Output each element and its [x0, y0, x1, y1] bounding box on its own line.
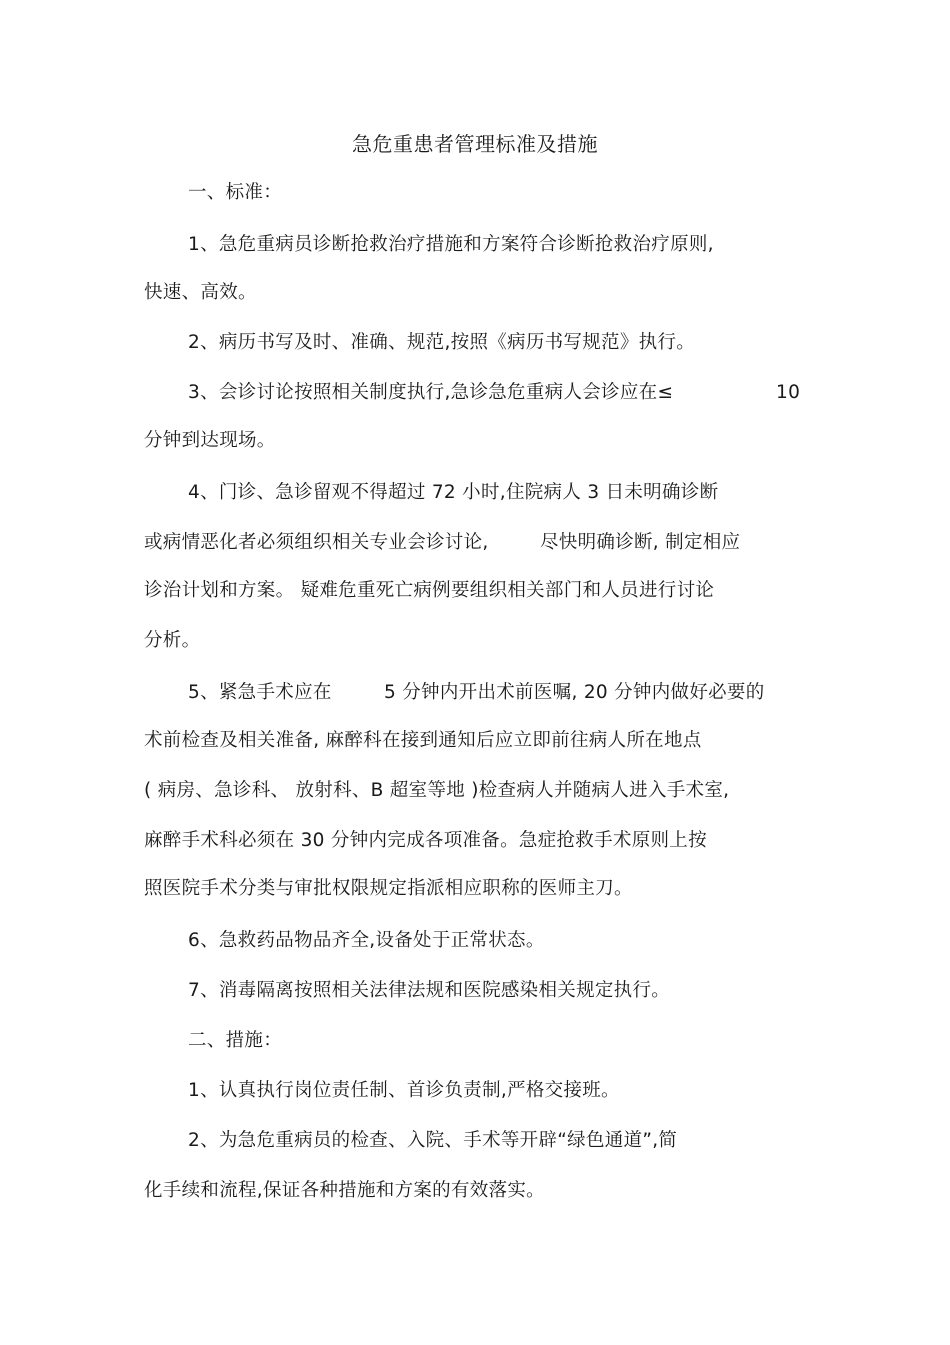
section-heading-standards: 一、标准：	[188, 182, 283, 203]
standard-1-line-1: 1、急危重病员诊断抢救治疗措施和方案符合诊断抢救治疗原则,	[188, 234, 714, 255]
standard-5-line-1: 5、紧急手术应在	[188, 682, 332, 703]
standard-6-line-1: 6、急救药品物品齐全,设备处于正常状态。	[188, 930, 545, 951]
standard-4-line-2-continued: 尽快明确诊断, 制定相应	[540, 532, 741, 553]
standard-2-line-1: 2、病历书写及时、准确、规范,按照《病历书写规范》执行。	[188, 332, 696, 353]
standard-4-line-2: 或病情恶化者必须组织相关专业会诊讨论,	[144, 532, 489, 553]
standard-4-line-3: 诊治计划和方案。 疑难危重死亡病例要组织相关部门和人员进行讨论	[144, 580, 715, 601]
document-title: 急危重患者管理标准及措施	[352, 132, 598, 156]
standard-4-line-4: 分析。	[144, 630, 201, 651]
standard-3-line-2: 分钟到达现场。	[144, 430, 276, 451]
standard-5-line-5: 照医院手术分类与审批权限规定指派相应职称的医师主刀。	[144, 878, 633, 899]
standard-1-line-2: 快速、高效。	[144, 282, 257, 303]
standard-7-line-1: 7、消毒隔离按照相关法律法规和医院感染相关规定执行。	[188, 980, 671, 1001]
standard-4-line-1: 4、门诊、急诊留观不得超过 72 小时,住院病人 3 日未明确诊断	[188, 482, 719, 503]
standard-5-line-2: 术前检查及相关准备, 麻醉科在接到通知后应立即前往病人所在地点	[144, 730, 702, 751]
standard-5-line-4: 麻醉手术科必须在 30 分钟内完成各项准备。急症抢救手术原则上按	[144, 830, 707, 851]
measure-1-line-1: 1、认真执行岗位责任制、首诊负责制,严格交接班。	[188, 1080, 620, 1101]
standard-3-line-1: 3、会诊讨论按照相关制度执行,急诊急危重病人会诊应在≤	[188, 382, 674, 403]
standard-5-line-1-continued: 5 分钟内开出术前医嘱, 20 分钟内做好必要的	[384, 682, 765, 703]
standard-5-line-3: ( 病房、急诊科、 放射科、B 超室等地 )检查病人并随病人进入手术室,	[144, 780, 730, 801]
measure-2-line-1: 2、为急危重病员的检查、入院、手术等开辟“绿色通道”,简	[188, 1130, 678, 1151]
standard-3-line-1-number: 10	[776, 382, 801, 403]
section-heading-measures: 二、措施：	[188, 1030, 283, 1051]
measure-2-line-2: 化手续和流程,保证各种措施和方案的有效落实。	[144, 1180, 545, 1201]
